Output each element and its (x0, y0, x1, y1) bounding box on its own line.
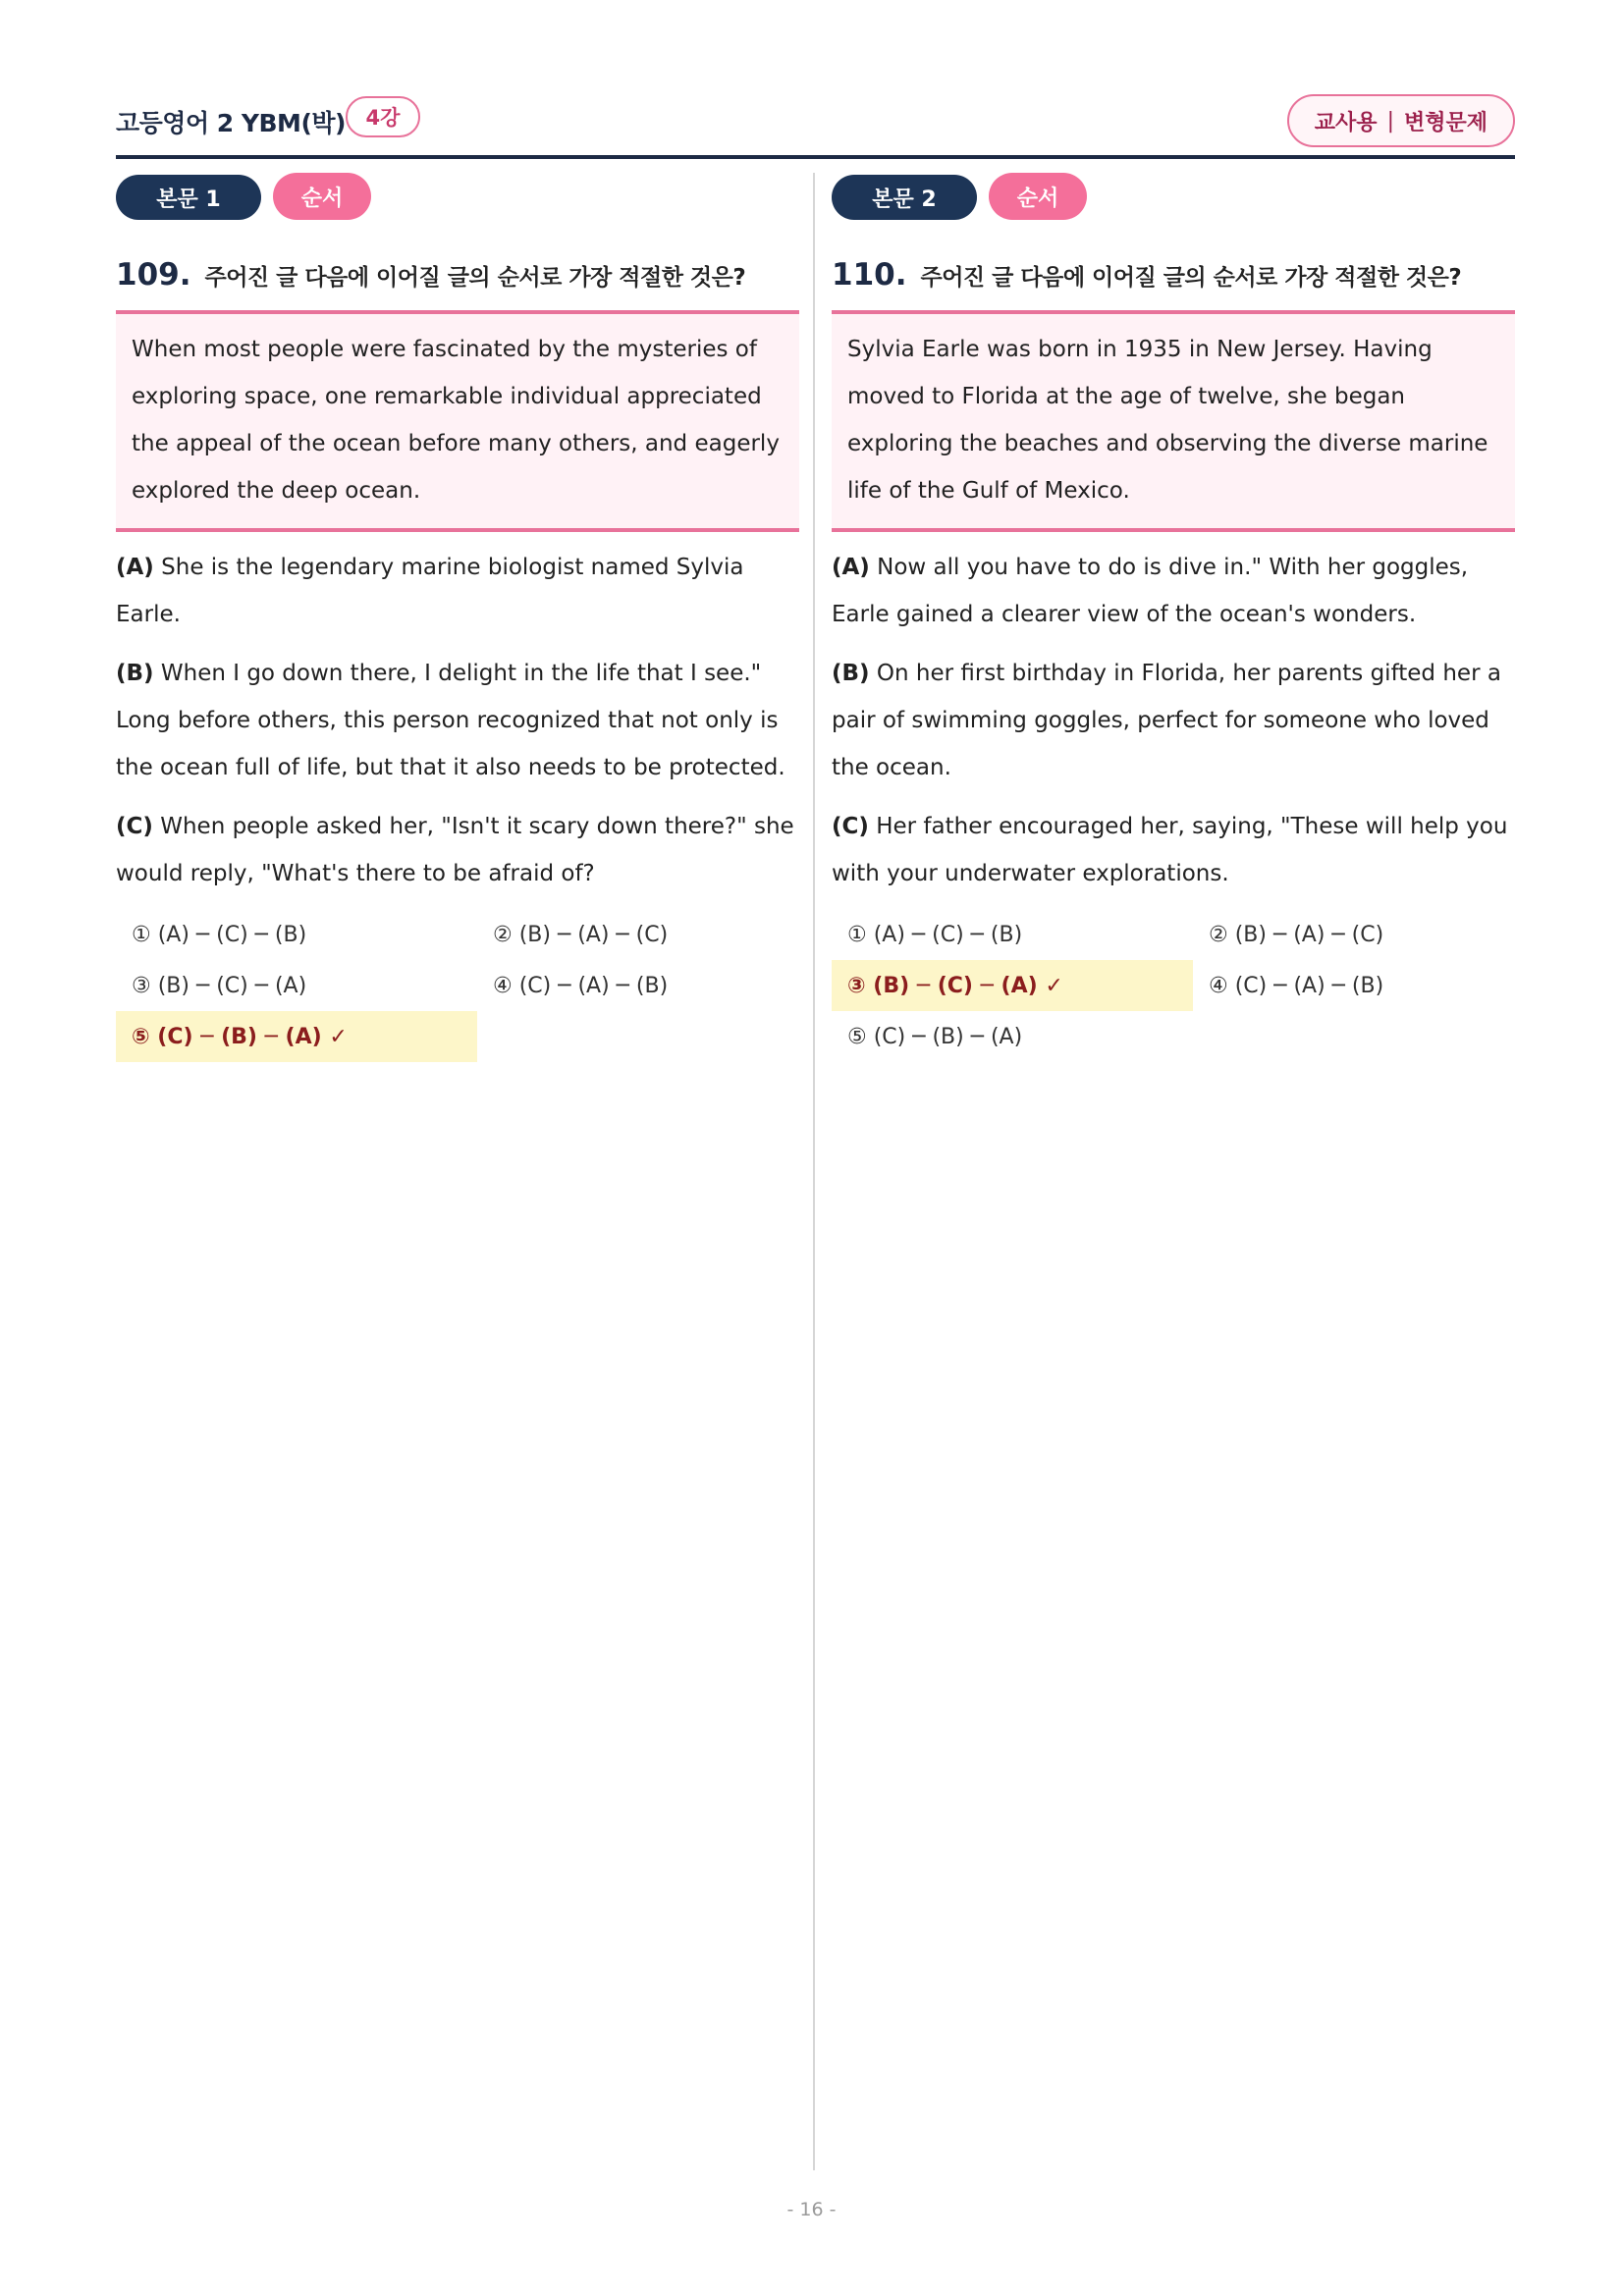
paragraph-options (116, 544, 799, 897)
paragraph-key: (A) (116, 555, 154, 580)
paragraph-key: (B) (116, 661, 154, 686)
question-column-2 (832, 173, 1515, 1076)
choice-5-correct-answer[interactable]: ⑤ (C) ─ (B) ─ (A) ✓ (116, 1011, 477, 1062)
text-number-tag: 본문 1 (116, 175, 261, 220)
question-column-1 (116, 173, 799, 1076)
page-number: - 16 - (786, 2199, 837, 2220)
given-passage: Sylvia Earle was born in 1935 in New Jersey. Having moved to Florida at the age of twelve, she began exploring the beaches and observing the diverse marine life of the Gulf of Mexico. (832, 310, 1515, 532)
page-header (116, 94, 1515, 153)
choice-3[interactable]: ③ (B) ─ (C) ─ (A) (132, 973, 307, 998)
choice-4[interactable]: ④ (C) ─ (A) ─ (B) (1209, 973, 1384, 998)
paragraph-key: (A) (832, 555, 870, 580)
choice-1[interactable]: ① (A) ─ (C) ─ (B) (132, 922, 307, 947)
choice-2[interactable]: ② (B) ─ (A) ─ (C) (493, 922, 669, 947)
question-text: 주어진 글 다음에 이어질 글의 순서로 가장 적절한 것은? (920, 265, 1462, 291)
paragraph-text: Her father encouraged her, saying, "These will help you with your underwater explorations. (832, 814, 1508, 886)
edition-badge (1287, 94, 1515, 147)
question-heading (116, 257, 799, 302)
choice-5[interactable]: ⑤ (C) ─ (B) ─ (A) (847, 1024, 1023, 1049)
question-text: 주어진 글 다음에 이어질 글의 순서로 가장 적절한 것은? (204, 265, 746, 291)
choice-4[interactable]: ④ (C) ─ (A) ─ (B) (493, 973, 669, 998)
paragraph-key: (C) (116, 814, 153, 839)
paragraph-text: When I go down there, I delight in the life that I see." Long before others, this person recognized that not only is the ocean full of life, but that it also needs to be protected. (116, 661, 785, 780)
tag-row (832, 173, 1515, 222)
paragraph-b (116, 650, 799, 791)
answer-choices (116, 909, 799, 1076)
question-number: 110. (832, 257, 907, 293)
question-type-tag: 순서 (989, 173, 1087, 220)
choice-2[interactable]: ② (B) ─ (A) ─ (C) (1209, 922, 1384, 947)
paragraph-text: When people asked her, "Isn't it scary down there?" she would reply, "What's there to be afraid of? (116, 814, 794, 886)
paragraph-key: (B) (832, 661, 870, 686)
paragraph-text: On her first birthday in Florida, her parents gifted her a pair of swimming goggles, perfect for someone who loved the ocean. (832, 661, 1501, 780)
given-passage: When most people were fascinated by the mysteries of exploring space, one remarkable individual appreciated the appeal of the ocean before many others, and eagerly explored the deep ocean. (116, 310, 799, 532)
paragraph-b (832, 650, 1515, 791)
category-label: 변형문제 (1403, 110, 1488, 135)
question-heading (832, 257, 1515, 302)
audience-label: 교사용 (1314, 110, 1378, 135)
paragraph-key: (C) (832, 814, 869, 839)
paragraph-c (832, 803, 1515, 897)
question-number: 109. (116, 257, 191, 293)
document-title: 고등영어 2 YBM(박) (116, 109, 346, 137)
paragraph-c (116, 803, 799, 897)
choice-1[interactable]: ① (A) ─ (C) ─ (B) (847, 922, 1023, 947)
paragraph-text: She is the legendary marine biologist named Sylvia Earle. (116, 555, 744, 627)
text-number-tag: 본문 2 (832, 175, 977, 220)
paragraph-a (832, 544, 1515, 638)
paragraph-options (832, 544, 1515, 897)
question-type-tag: 순서 (273, 173, 371, 220)
badge-separator: | (1386, 108, 1394, 133)
answer-choices (832, 909, 1515, 1076)
header-rule (116, 155, 1515, 159)
lesson-badge: 4강 (346, 96, 420, 137)
choice-3-correct-answer[interactable]: ③ (B) ─ (C) ─ (A) ✓ (832, 960, 1193, 1011)
paragraph-a (116, 544, 799, 638)
column-divider (813, 173, 815, 2170)
paragraph-text: Now all you have to do is dive in." With her goggles, Earle gained a clearer view of the ocean's wonders. (832, 555, 1469, 627)
tag-row (116, 173, 799, 222)
